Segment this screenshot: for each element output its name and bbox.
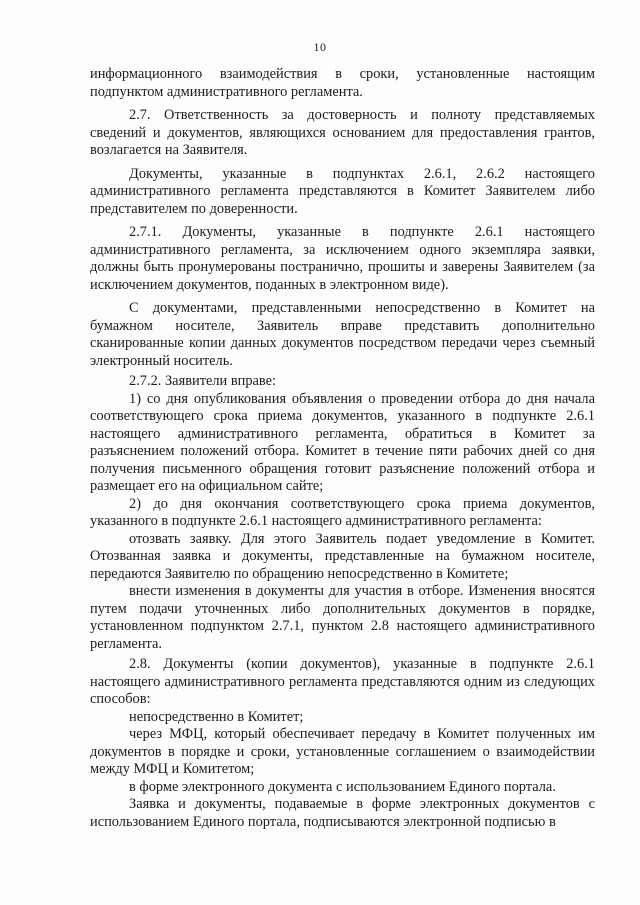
paragraph-method-direct: непосредственно в Комитет; <box>129 708 304 725</box>
paragraph-method-mfc: через МФЦ, который обеспечивает передачу в Комитет полученных им документов в порядке и сроки, установленные соглашением о взаимодействии между МФЦ и Комитетом; <box>90 726 595 777</box>
paragraph-continuation: информационного взаимодействия в сроки, установленные настоящим подпунктом административного регламента. <box>90 66 595 100</box>
paragraph-documents-submission: Документы, указанные в подпунктах 2.6.1, 2.6.2 настоящего административного регламента представляются в Комитет Заявителем либо представителем по доверенности. <box>90 165 595 217</box>
paragraph-method-portal: в форме электронного документа с использованием Единого портала. <box>129 778 556 795</box>
paragraph-withdraw-application: отозвать заявку. Для этого Заявитель подает уведомление в Комитет. Отозванная заявка и документы, представленные на бумажном носителе, передаются Заявителю по обращению непосредственно в Комитете; <box>90 530 595 582</box>
paragraph-scanned-copies: С документами, представленными непосредственно в Комитет на бумажном носителе, Заявитель вправе представить дополнительно сканированные копии данных документов посредством передачи через съемный электронный носитель. <box>90 300 595 369</box>
document-body <box>90 66 595 831</box>
paragraph-2-8: 2.8. Документы (копии документов), указанные в подпункте 2.6.1 настоящего административного регламента представляются одним из следующих способов: <box>90 656 595 707</box>
paragraph-2-7-1: 2.7.1. Документы, указанные в подпункте 2.6.1 настоящего административного регламента, за исключением одного экземпляра заявки, должны быть пронумерованы постранично, прошиты и заверены Заявителем (за исключением документов, поданных в электронном виде). <box>90 224 595 293</box>
paragraph-electronic-signature: Заявка и документы, подаваемые в форме электронных документов с использованием Единого портала, подписываются электронной подписью в <box>90 796 595 830</box>
paragraph-item-1: 1) со дня опубликования объявления о проведении отбора до дня начала соответствующего срока приема документов, указанного в подпункте 2.6.1 настоящего административного регламента, обратиться в Комитет за разъяснением положений отбора. Комитет в течение пяти рабочих дней со дня получения письменного обращения готовит разъяснение положений отбора и размещает его на официальном сайте; <box>90 390 595 494</box>
paragraph-2-7: 2.7. Ответственность за достоверность и полноту представляемых сведений и документов, являющихся основанием для предоставления грантов, возлагается на Заявителя. <box>90 107 595 158</box>
page-number: 10 <box>313 40 327 54</box>
paragraph-2-7-2: 2.7.2. Заявители вправе: <box>129 373 277 389</box>
paragraph-amend-documents: внести изменения в документы для участия в отборе. Изменения вносятся путем подачи уточненных либо дополнительных документов в порядке, установленном подпунктом 2.7.1, пунктом 2.8 настоящего административного регламента. <box>90 583 595 652</box>
paragraph-item-2: 2) до дня окончания соответствующего срока приема документов, указанного в подпункте 2.6.1 настоящего административного регламента: <box>90 495 595 529</box>
